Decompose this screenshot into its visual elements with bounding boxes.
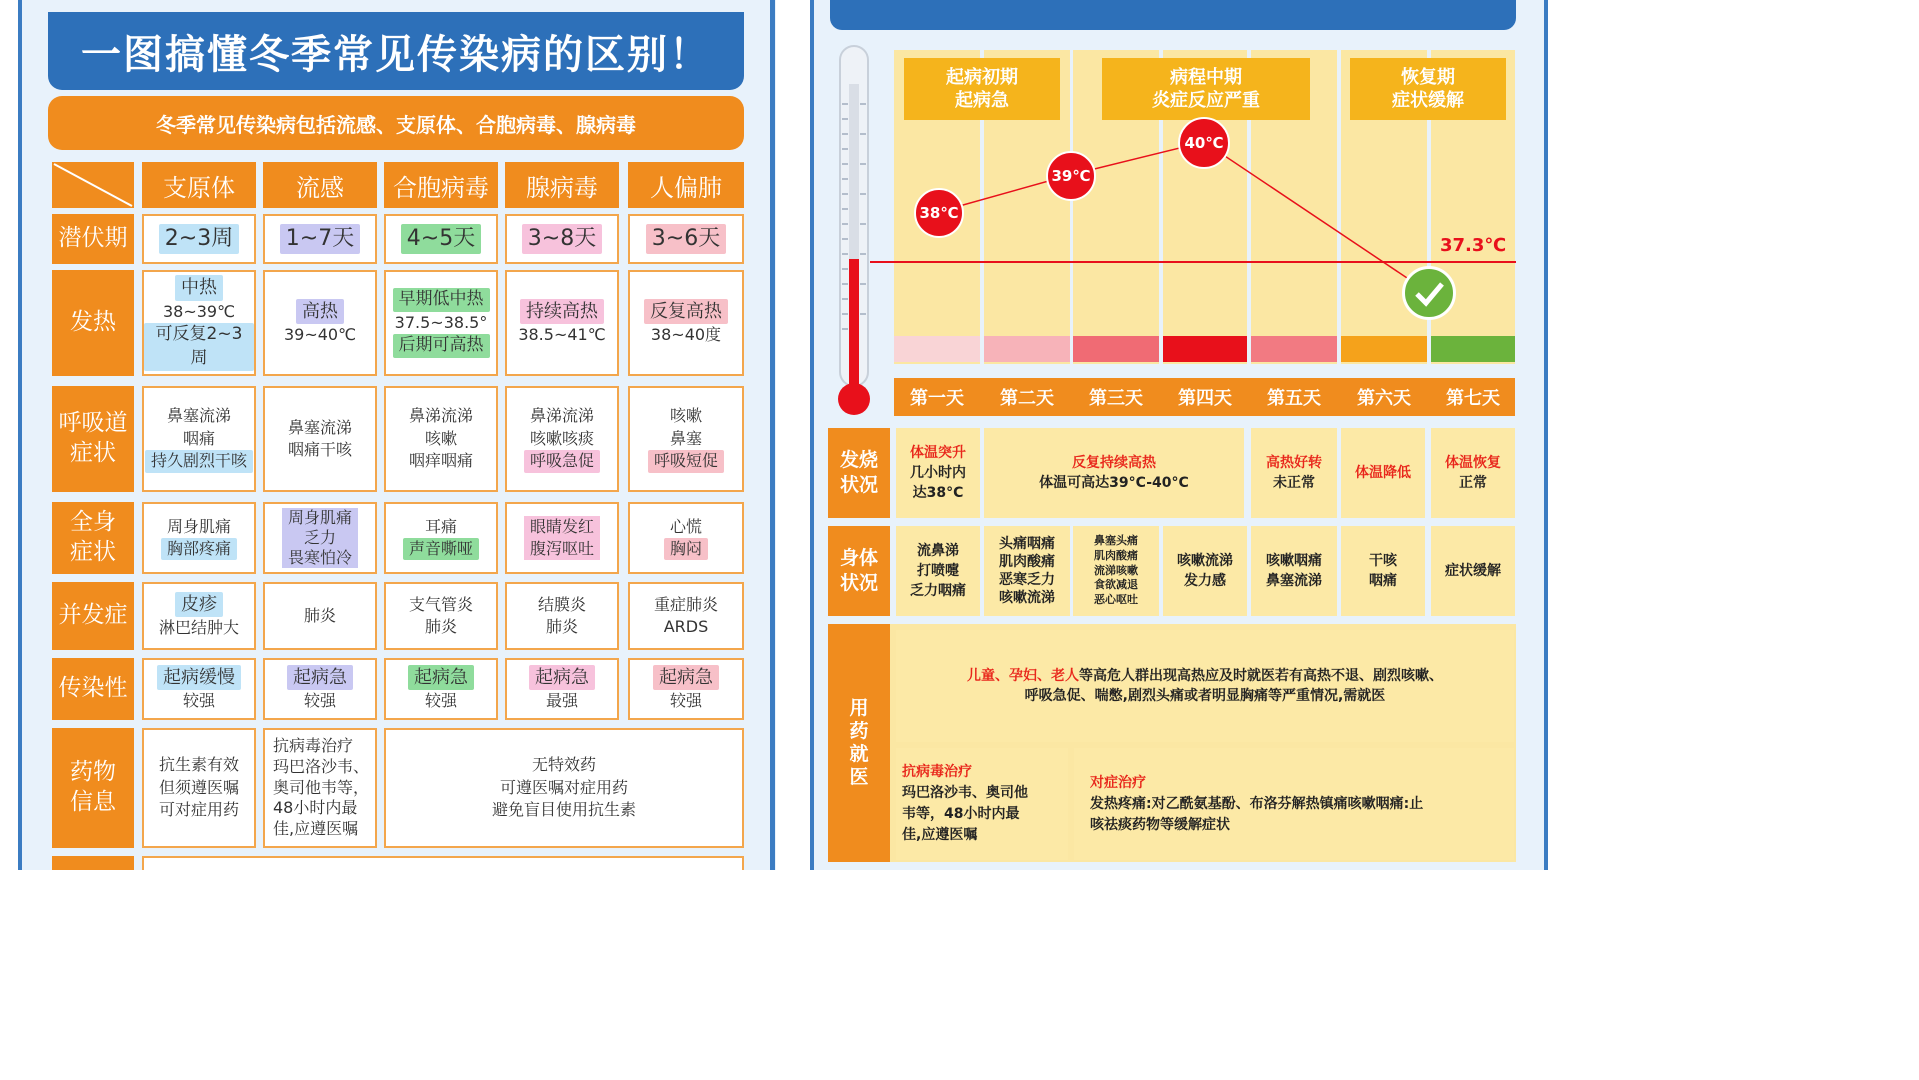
checkmark-icon bbox=[1402, 266, 1456, 320]
body-status-cell: 干咳 咽痛 bbox=[1341, 526, 1425, 616]
incubation-cell: 3~8天 bbox=[505, 214, 619, 264]
normal-temp-label: 37.3℃ bbox=[1440, 235, 1507, 256]
risk-group-notice: 儿童、孕妇、老人等高危人群出现高热应及时就医若有高热不退、剧烈咳嗽、 呼吸急促、喘憋,剧烈头痛或者明显胸痛等严重情况,需就医 bbox=[896, 630, 1514, 742]
row-cutoff bbox=[142, 856, 744, 870]
systemic-cell: 心慌 胸闷 bbox=[628, 502, 744, 574]
col-header-rsv: 合胞病毒 bbox=[384, 162, 498, 208]
complication-cell: 肺炎 bbox=[263, 582, 377, 650]
col-header-mycoplasma: 支原体 bbox=[142, 162, 256, 208]
left-panel-border bbox=[18, 0, 22, 870]
respiratory-cell: 鼻涕流涕 咳嗽 咽痒咽痛 bbox=[384, 386, 498, 492]
contagious-cell: 起病急 较强 bbox=[263, 658, 377, 720]
drug-cell: 抗生素有效 但须遵医嘱 可对症用药 bbox=[142, 728, 256, 848]
temp-point-39: 39℃ bbox=[1046, 151, 1096, 201]
fever-cell: 高热 39~40℃ bbox=[263, 270, 377, 376]
day-label: 第四天 bbox=[1163, 378, 1247, 416]
drug-cell-merged: 无特效药 可遵医嘱对症用药 避免盲目使用抗生素 bbox=[384, 728, 744, 848]
col-header-influenza: 流感 bbox=[263, 162, 377, 208]
complication-cell: 皮疹 淋巴结肿大 bbox=[142, 582, 256, 650]
checkmark-glyph bbox=[1412, 276, 1446, 310]
antiviral-box: 抗病毒治疗 玛巴洛沙韦、奥司他 韦等，48小时内最 佳,应遵医嘱 bbox=[896, 748, 1068, 860]
respiratory-cell: 咳嗽 鼻塞 呼吸短促 bbox=[628, 386, 744, 492]
respiratory-cell: 鼻塞流涕 咽痛干咳 bbox=[263, 386, 377, 492]
row-header-fever-status: 发烧 状况 bbox=[828, 428, 890, 518]
fever-cell: 持续高热 38.5~41℃ bbox=[505, 270, 619, 376]
fever-status-cell: 体温降低 bbox=[1341, 428, 1425, 518]
row-header-incubation: 潜伏期 bbox=[52, 214, 134, 264]
temp-point-40: 40℃ bbox=[1178, 117, 1230, 169]
row-header-cutoff bbox=[52, 856, 134, 870]
fever-cell: 反复高热 38~40度 bbox=[628, 270, 744, 376]
fever-cell: 中热 38~39℃ 可反复2~3周 bbox=[142, 270, 256, 376]
contagious-cell: 起病缓慢 较强 bbox=[142, 658, 256, 720]
row-header-medication: 用 药 就 医 bbox=[828, 624, 890, 862]
severity-stripe bbox=[894, 336, 980, 362]
systemic-cell: 耳痛 声音嘶哑 bbox=[384, 502, 498, 574]
respiratory-cell: 鼻涕流涕 咳嗽咳痰 呼吸急促 bbox=[505, 386, 619, 492]
day-label: 第五天 bbox=[1251, 378, 1337, 416]
row-header-fever: 发热 bbox=[52, 270, 134, 376]
contagious-cell: 起病急 较强 bbox=[628, 658, 744, 720]
right-panel-border-right bbox=[1544, 0, 1548, 870]
incubation-cell: 2~3周 bbox=[142, 214, 256, 264]
contagious-cell: 起病急 较强 bbox=[384, 658, 498, 720]
respiratory-cell: 鼻塞流涕 咽痛 持久剧烈干咳 bbox=[142, 386, 256, 492]
col-header-hmpv: 人偏肺 bbox=[628, 162, 744, 208]
incubation-cell: 3~6天 bbox=[628, 214, 744, 264]
severity-stripe bbox=[1251, 336, 1337, 362]
symptomatic-box: 对症治疗 发热疼痛:对乙酰氨基酚、布洛芬解热镇痛咳嗽咽痛:止 咳祛痰药物等缓解症状 bbox=[1074, 748, 1514, 860]
col-header-adenovirus: 腺病毒 bbox=[505, 162, 619, 208]
row-header-respiratory: 呼吸道 症状 bbox=[52, 386, 134, 492]
complication-cell: 支气管炎 肺炎 bbox=[384, 582, 498, 650]
temp-point-38: 38℃ bbox=[914, 188, 964, 238]
left-panel-border-right bbox=[770, 0, 775, 870]
fever-status-cell: 体温恢复 正常 bbox=[1431, 428, 1515, 518]
row-header-contagious: 传染性 bbox=[52, 658, 134, 720]
right-panel-border bbox=[810, 0, 814, 870]
contagious-cell: 起病急 最强 bbox=[505, 658, 619, 720]
day-label: 第一天 bbox=[894, 378, 980, 416]
row-header-systemic: 全身 症状 bbox=[52, 502, 134, 574]
right-panel-top-bar bbox=[830, 0, 1516, 30]
day-label: 第三天 bbox=[1073, 378, 1159, 416]
body-status-cell: 流鼻涕 打喷嚏 乏力咽痛 bbox=[896, 526, 980, 616]
thermometer-icon bbox=[834, 44, 874, 424]
severity-stripe bbox=[1073, 336, 1159, 362]
page-title: 一图搞懂冬季常见传染病的区别！ bbox=[48, 12, 744, 90]
body-status-cell: 症状缓解 bbox=[1431, 526, 1515, 616]
drug-cell: 抗病毒治疗 玛巴洛沙韦、 奥司他韦等， 48小时内最 佳,应遵医嘱 bbox=[263, 728, 377, 848]
complication-cell: 重症肺炎 ARDS bbox=[628, 582, 744, 650]
severity-stripe bbox=[1341, 336, 1427, 362]
systemic-cell: 眼睛发红 腹泻呕吐 bbox=[505, 502, 619, 574]
severity-stripe bbox=[1163, 336, 1247, 362]
fever-cell: 早期低中热 37.5~38.5° 后期可高热 bbox=[384, 270, 498, 376]
thermometer-graphic bbox=[834, 44, 874, 424]
phase-label-recovery: 恢复期 症状缓解 bbox=[1350, 58, 1506, 120]
systemic-cell: 周身肌痛 胸部疼痛 bbox=[142, 502, 256, 574]
incubation-cell: 4~5天 bbox=[384, 214, 498, 264]
diagonal-divider-icon bbox=[52, 162, 134, 208]
severity-stripe bbox=[984, 336, 1070, 362]
systemic-cell: 周身肌痛 乏力 畏寒怕冷 bbox=[263, 502, 377, 574]
phase-label-early: 起病初期 起病急 bbox=[904, 58, 1060, 120]
row-header-drug: 药物 信息 bbox=[52, 728, 134, 848]
body-status-cell: 咳嗽咽痛 鼻塞流涕 bbox=[1251, 526, 1337, 616]
subtitle-banner: 冬季常见传染病包括流感、支原体、合胞病毒、腺病毒 bbox=[48, 96, 744, 150]
complication-cell: 结膜炎 肺炎 bbox=[505, 582, 619, 650]
day-label: 第六天 bbox=[1341, 378, 1427, 416]
incubation-cell: 1~7天 bbox=[263, 214, 377, 264]
corner-cell bbox=[52, 162, 134, 208]
severity-stripe bbox=[1431, 336, 1515, 362]
fever-status-cell: 体温突升 几小时内 达38°C bbox=[896, 428, 980, 518]
row-header-body-status: 身体 状况 bbox=[828, 526, 890, 616]
day-label: 第二天 bbox=[984, 378, 1070, 416]
phase-label-middle: 病程中期 炎症反应严重 bbox=[1102, 58, 1310, 120]
fever-status-cell: 高热好转 未正常 bbox=[1251, 428, 1337, 518]
row-header-complication: 并发症 bbox=[52, 582, 134, 650]
body-status-cell: 头痛咽痛 肌肉酸痛 恶寒乏力 咳嗽流涕 bbox=[984, 526, 1070, 616]
day-label: 第七天 bbox=[1431, 378, 1515, 416]
body-status-cell: 咳嗽流涕 发力感 bbox=[1163, 526, 1247, 616]
fever-status-cell-merged: 反复持续高热 体温可高达39°C-40°C bbox=[984, 428, 1244, 518]
body-status-cell: 鼻塞头痛 肌肉酸痛 流涕咳嗽 食欲减退 恶心呕吐 bbox=[1073, 526, 1159, 616]
